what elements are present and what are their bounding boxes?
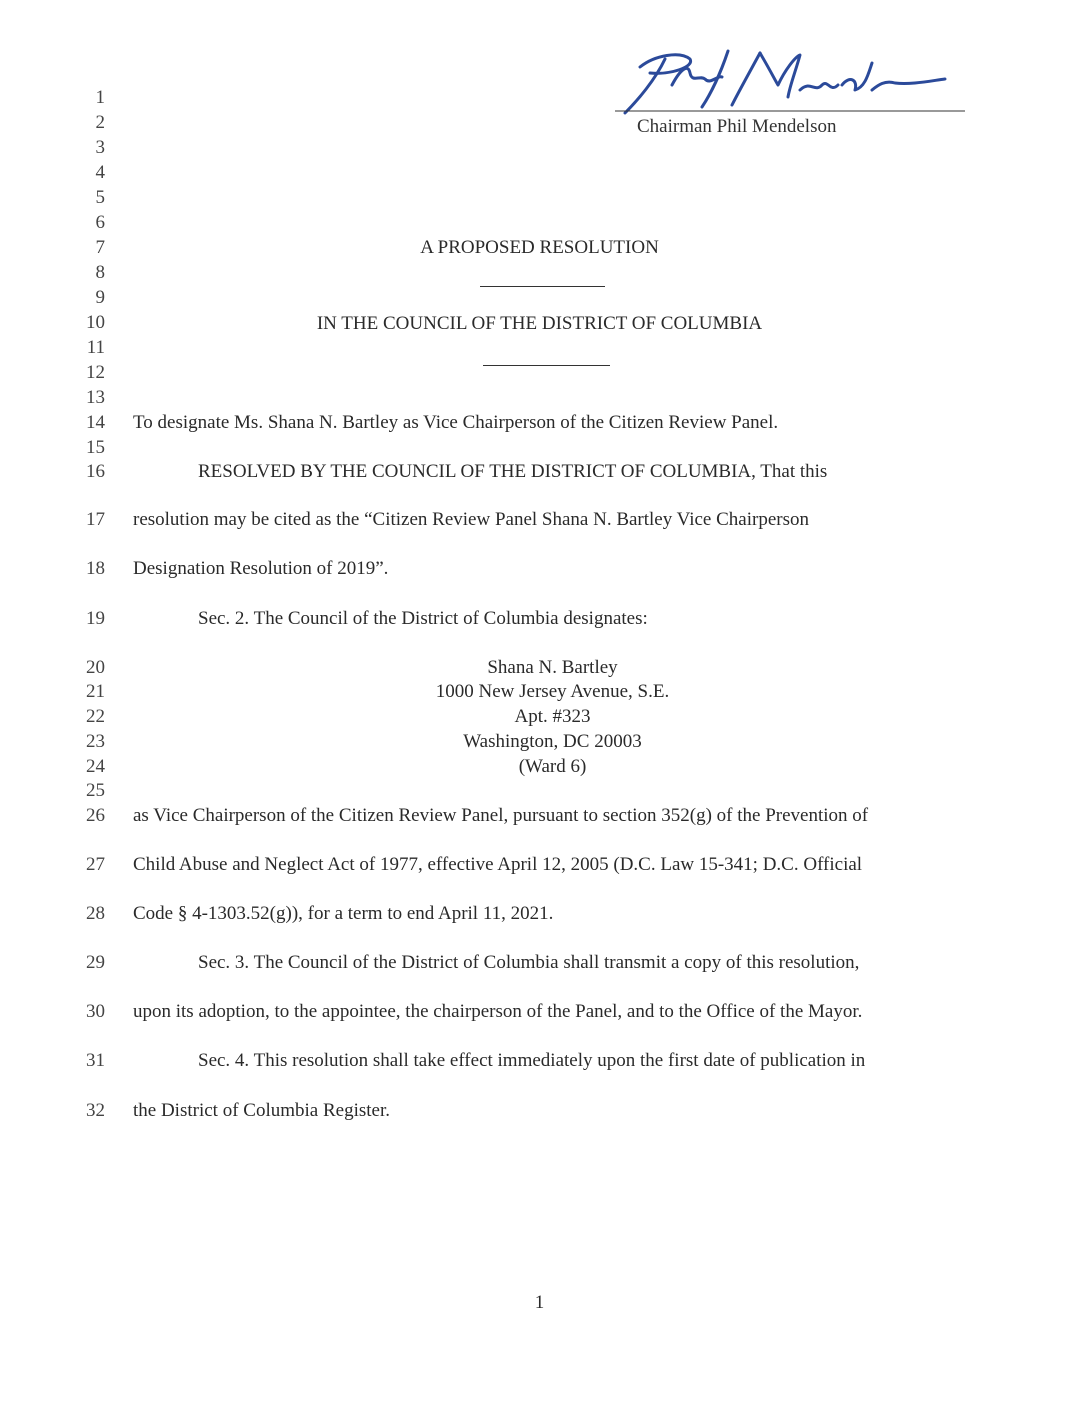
line-number: 1 (95, 87, 105, 108)
signature-block (610, 45, 970, 145)
appointee-city: Washington, DC 20003 (463, 731, 642, 752)
line-number: 28 (86, 903, 105, 924)
line-number: 22 (86, 706, 105, 727)
appointee-ward: (Ward 6) (518, 756, 587, 777)
line-number: 14 (86, 412, 105, 433)
line-number: 2 (95, 112, 105, 133)
line-number: 19 (86, 608, 105, 629)
section-4-line-2: the District of Columbia Register. (133, 1100, 390, 1121)
appointee-name: Shana N. Bartley (487, 657, 618, 678)
line-number: 3 (95, 137, 105, 158)
document-subtitle: IN THE COUNCIL OF THE DISTRICT OF COLUMBIA (316, 313, 763, 334)
page-number: 1 (534, 1292, 545, 1313)
resolved-line-2: resolution may be cited as the “Citizen Review Panel Shana N. Bartley Vice Chairperson (133, 509, 809, 530)
line-number: 13 (86, 387, 105, 408)
handwritten-signature (610, 45, 970, 120)
line-number: 7 (95, 237, 105, 258)
line-number: 5 (95, 187, 105, 208)
signer-title: Chairman Phil Mendelson (637, 116, 837, 137)
line-number: 27 (86, 854, 105, 875)
line-number: 20 (86, 657, 105, 678)
appointee-apt: Apt. #323 (514, 706, 591, 727)
line-number: 11 (86, 337, 105, 358)
section-2-cont-2: Child Abuse and Neglect Act of 1977, effective April 12, 2005 (D.C. Law 15-341; D.C. Official (133, 854, 863, 875)
line-number: 6 (95, 212, 105, 233)
line-number: 8 (95, 262, 105, 283)
line-number: 4 (95, 162, 105, 183)
appointee-street: 1000 New Jersey Avenue, S.E. (435, 681, 670, 702)
section-2-line: Sec. 2. The Council of the District of Columbia designates: (198, 608, 648, 629)
line-number: 12 (86, 362, 105, 383)
line-number: 23 (86, 731, 105, 752)
line-number: 25 (86, 780, 105, 801)
section-3-line-2: upon its adoption, to the appointee, the chairperson of the Panel, and to the Office of the Mayor. (133, 1001, 863, 1022)
resolved-line-3: Designation Resolution of 2019”. (133, 558, 389, 579)
section-2-cont-1: as Vice Chairperson of the Citizen Review Panel, pursuant to section 352(g) of the Prevention of (133, 805, 869, 826)
line-number: 30 (86, 1001, 105, 1022)
document-title: A PROPOSED RESOLUTION (420, 237, 659, 258)
line-number: 18 (86, 558, 105, 579)
line-number: 32 (86, 1100, 105, 1121)
section-2-cont-3: Code § 4-1303.52(g)), for a term to end April 11, 2021. (133, 903, 554, 924)
title-divider (480, 286, 605, 287)
section-3-line-1: Sec. 3. The Council of the District of Columbia shall transmit a copy of this resolution, (198, 952, 860, 973)
line-number: 16 (86, 461, 105, 482)
resolved-line-1: RESOLVED BY THE COUNCIL OF THE DISTRICT OF COLUMBIA, That this (198, 461, 828, 482)
purpose-line: To designate Ms. Shana N. Bartley as Vice Chairperson of the Citizen Review Panel. (133, 412, 779, 433)
line-number: 26 (86, 805, 105, 826)
line-number: 17 (86, 509, 105, 530)
line-number: 9 (95, 287, 105, 308)
subtitle-divider (483, 365, 610, 366)
line-number: 31 (86, 1050, 105, 1071)
line-number: 29 (86, 952, 105, 973)
line-number: 15 (86, 437, 105, 458)
line-number: 10 (86, 312, 105, 333)
line-number: 24 (86, 756, 105, 777)
section-4-line-1: Sec. 4. This resolution shall take effect immediately upon the first date of publication in (198, 1050, 866, 1071)
line-number: 21 (86, 681, 105, 702)
